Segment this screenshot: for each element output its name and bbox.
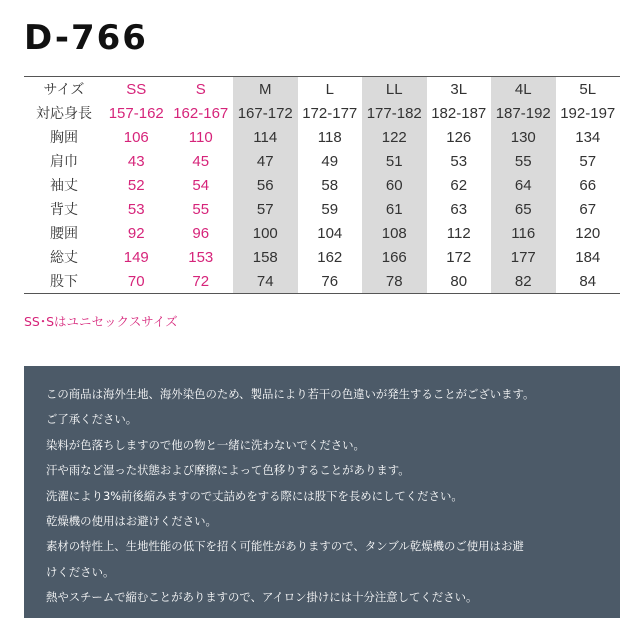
- size-cell: 166: [362, 245, 427, 269]
- size-cell: 62: [450, 176, 468, 194]
- size-cell: 65: [491, 197, 556, 221]
- size-cell: S: [169, 77, 234, 102]
- size-cell: 72: [169, 269, 234, 294]
- row-label: 股下: [24, 269, 104, 294]
- size-cell: 120: [575, 224, 601, 242]
- size-cell: 84: [556, 269, 621, 294]
- size-cell: 158: [233, 245, 298, 269]
- size-cell: 58: [321, 176, 339, 194]
- measurement-row: [24, 173, 620, 197]
- size-cell: 82: [491, 269, 556, 294]
- notice-line: けください。: [46, 564, 115, 579]
- row-label: 胸囲: [50, 130, 78, 146]
- size-cell: 70: [104, 269, 169, 294]
- size-cell: 192-197: [560, 104, 616, 122]
- size-cell: SS: [104, 77, 169, 102]
- size-cell: 78: [362, 269, 427, 294]
- size-cell: 172-177: [302, 104, 358, 122]
- size-cell: 53: [450, 152, 468, 170]
- size-cell: 100: [233, 221, 298, 245]
- size-cell: 61: [362, 197, 427, 221]
- size-cell: 172: [446, 248, 472, 266]
- size-cell: 118: [317, 128, 342, 146]
- measurement-row: [24, 149, 620, 173]
- size-header-row: [24, 77, 620, 102]
- size-cell: 54: [192, 176, 210, 194]
- notice-line: 洗濯により3%前後縮みますので丈詰めをする際には股下を長めにしてください。: [46, 488, 463, 503]
- size-cell: 106: [123, 128, 149, 146]
- size-cell: 3L: [427, 77, 492, 102]
- measurement-row: [24, 269, 620, 294]
- size-cell: 108: [362, 221, 427, 245]
- notice-line: 素材の特性上、生地性能の低下を招く可能性がありますので、タンブル乾燥機のご使用はお避: [46, 539, 524, 554]
- measurement-row: [24, 221, 620, 245]
- size-cell: 114: [233, 125, 298, 149]
- size-cell: 130: [491, 125, 556, 149]
- size-cell: 122: [362, 125, 427, 149]
- size-cell: 47: [233, 149, 298, 173]
- size-cell: 126: [446, 128, 472, 146]
- notice-line: 染料が色落ちしますので他の物と一緒に洗わないでください。: [46, 437, 365, 452]
- size-cell: 104: [317, 224, 343, 242]
- size-cell: 167-172: [233, 101, 298, 125]
- notice-line: ご了承ください。: [46, 412, 138, 427]
- size-cell: 76: [298, 269, 363, 294]
- size-cell: 134: [575, 128, 601, 146]
- size-cell: LL: [362, 77, 427, 102]
- size-cell: 55: [192, 200, 210, 218]
- size-cell: 96: [192, 224, 210, 242]
- size-cell: 66: [579, 176, 597, 194]
- row-label: 肩巾: [50, 154, 78, 170]
- size-cell: 45: [192, 152, 210, 170]
- row-label: 背丈: [50, 202, 78, 218]
- size-cell: 5L: [556, 77, 621, 102]
- size-cell: 49: [321, 152, 339, 170]
- row-label: 総丈: [50, 250, 78, 266]
- measurement-row: [24, 101, 620, 125]
- size-cell: 59: [321, 200, 339, 218]
- measurement-row: [24, 245, 620, 269]
- row-label: 腰囲: [50, 226, 78, 242]
- size-cell: 55: [491, 149, 556, 173]
- notice-line: 熱やスチームで縮むことがありますので、アイロン掛けには十分注意してください。: [46, 590, 478, 605]
- size-cell: 110: [188, 128, 213, 146]
- care-notice-box: [24, 366, 620, 618]
- size-cell: 4L: [491, 77, 556, 102]
- size-cell: 57: [579, 152, 597, 170]
- notice-line: 乾燥機の使用はお避けください。: [46, 514, 217, 529]
- size-cell: 184: [575, 248, 601, 266]
- size-cell: 177: [491, 245, 556, 269]
- row-label: サイズ: [24, 77, 104, 102]
- size-cell: 157-162: [108, 104, 164, 122]
- notice-line: この商品は海外生地、海外染色のため、製品により若干の色違いが発生することがございます。: [46, 387, 535, 401]
- notice-line: 汗や雨など湿った状態および摩擦によって色移りすることがあります。: [46, 463, 410, 478]
- size-chart-table: [24, 76, 620, 294]
- size-cell: 187-192: [491, 101, 556, 125]
- size-cell: M: [233, 77, 298, 102]
- size-cell: 60: [362, 173, 427, 197]
- unisex-size-note: SS･Sはユニセックスサイズ: [24, 314, 178, 329]
- row-label: 対応身長: [36, 106, 92, 122]
- size-cell: 162-167: [173, 104, 229, 122]
- size-cell: 162: [317, 248, 343, 266]
- row-label: 袖丈: [50, 178, 78, 194]
- size-cell: 43: [127, 152, 145, 170]
- size-cell: 112: [446, 224, 471, 242]
- size-cell: 177-182: [362, 101, 427, 125]
- size-cell: 80: [427, 269, 492, 294]
- size-cell: 74: [233, 269, 298, 294]
- size-cell: 64: [491, 173, 556, 197]
- size-cell: L: [298, 77, 363, 102]
- size-cell: 53: [127, 200, 145, 218]
- measurement-row: [24, 197, 620, 221]
- product-code-title: D-766: [24, 18, 148, 58]
- size-cell: 149: [123, 248, 149, 266]
- size-cell: 57: [233, 197, 298, 221]
- size-cell: 56: [233, 173, 298, 197]
- size-cell: 116: [491, 221, 556, 245]
- size-cell: 92: [127, 224, 145, 242]
- size-cell: 63: [450, 200, 468, 218]
- size-cell: 153: [188, 248, 214, 266]
- measurement-row: [24, 125, 620, 149]
- size-cell: 67: [579, 200, 597, 218]
- size-cell: 52: [127, 176, 145, 194]
- size-cell: 51: [362, 149, 427, 173]
- size-cell: 182-187: [431, 104, 487, 122]
